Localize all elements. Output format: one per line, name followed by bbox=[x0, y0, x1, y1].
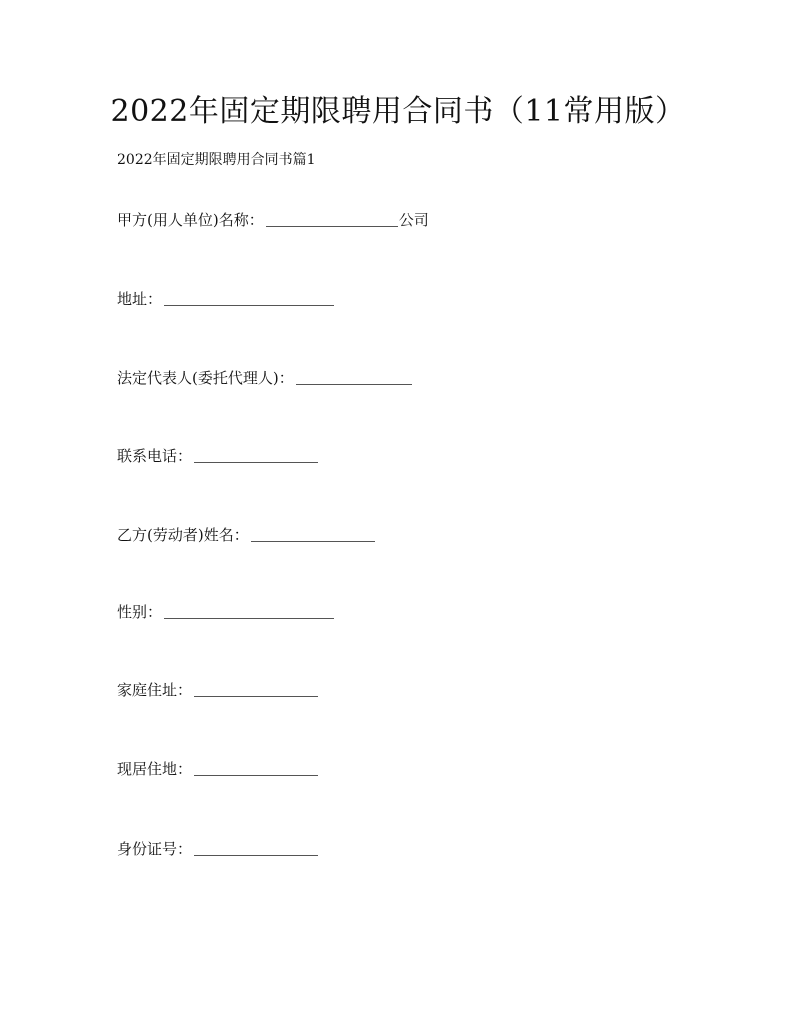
field-gender bbox=[117, 601, 334, 623]
field-legal-representative bbox=[117, 367, 412, 389]
fill-blank[interactable] bbox=[266, 211, 398, 227]
field-label: 身份证号： bbox=[117, 840, 193, 858]
field-suffix: 公司 bbox=[398, 211, 429, 229]
field-phone bbox=[117, 445, 318, 467]
field-label: 家庭住址： bbox=[117, 681, 193, 699]
field-label: 性别： bbox=[117, 603, 163, 621]
field-employer-name bbox=[117, 209, 429, 231]
field-label: 法定代表人(委托代理人)： bbox=[117, 369, 294, 387]
fill-blank[interactable] bbox=[164, 603, 334, 619]
fill-blank[interactable] bbox=[194, 840, 318, 856]
field-label: 现居住地： bbox=[117, 760, 193, 778]
fill-blank[interactable] bbox=[251, 526, 375, 542]
document-title: 2022年固定期限聘用合同书（11常用版） bbox=[110, 94, 686, 129]
fill-blank[interactable] bbox=[194, 447, 318, 463]
field-label: 乙方(劳动者)姓名： bbox=[117, 526, 249, 544]
field-current-residence bbox=[117, 758, 318, 780]
field-id-number bbox=[117, 838, 318, 860]
field-address bbox=[117, 288, 334, 310]
field-employee-name bbox=[117, 524, 375, 546]
fill-blank[interactable] bbox=[296, 369, 412, 385]
fill-blank[interactable] bbox=[194, 681, 318, 697]
field-label: 地址： bbox=[117, 290, 163, 308]
field-label: 联系电话： bbox=[117, 447, 193, 465]
field-label: 甲方(用人单位)名称： bbox=[117, 211, 264, 229]
section-title: 2022年固定期限聘用合同书篇1 bbox=[117, 152, 316, 168]
fill-blank[interactable] bbox=[164, 290, 334, 306]
fill-blank[interactable] bbox=[194, 760, 318, 776]
field-home-address bbox=[117, 679, 318, 701]
